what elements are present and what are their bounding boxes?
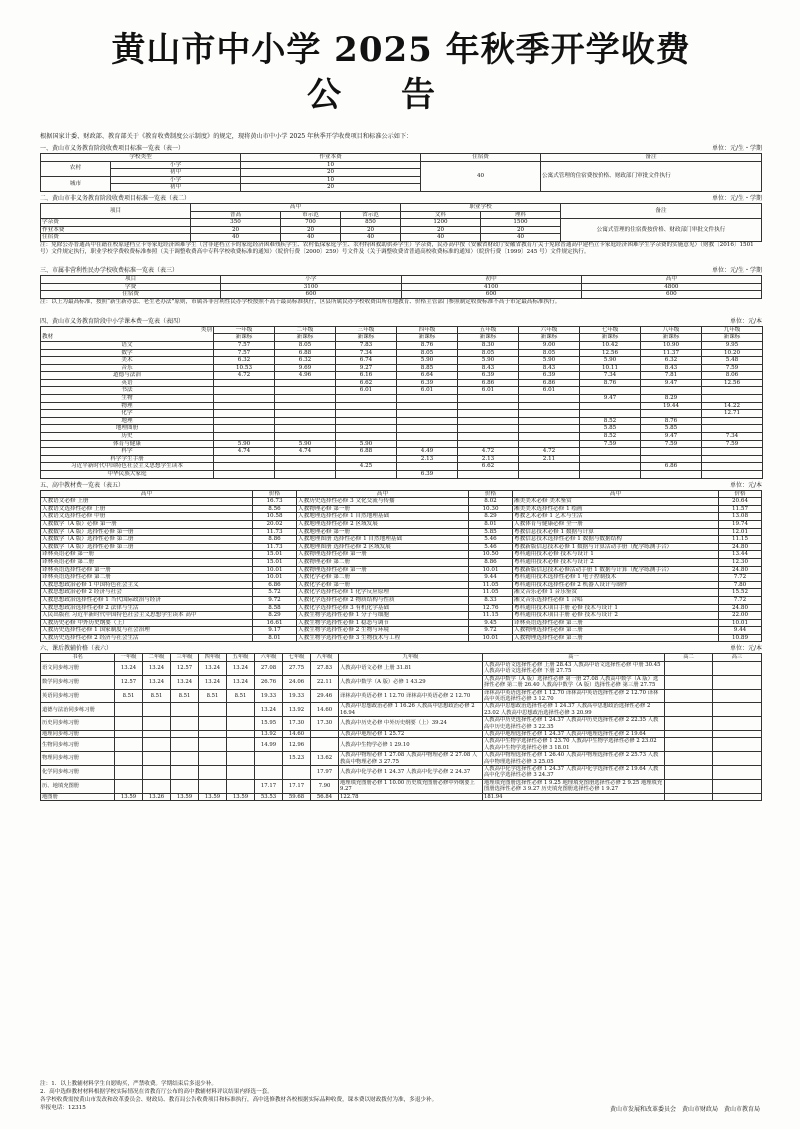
table-header-row: 书名 一年级 二年级 三年级 四年级 五年级 六年级 七年级 八年级 九年级 高一 高二 高三 bbox=[41, 654, 762, 661]
table-row: 历、地填充图册 17.17 17.17 7.90 地理填充图册必修 1 10.00 历史填充图册必修中外纲要上 9.27 地理填充图册选择性必修 1 9.25 地理填充图册选择性必修 2 9.25 地理填充图册选择性必修 3 9.27 历史填充图册选择性必修 1 9.27 bbox=[41, 779, 762, 793]
table-row: 农村 小学 10 40 公寓式管理的住宿费按价格、财政部门审批文件执行 bbox=[41, 161, 762, 169]
table-row: 数学 7.57 6.88 7.34 8.05 8.05 8.05 12.56 11.37 10.20 bbox=[41, 349, 763, 357]
table-row: 语文 7.57 8.05 7.83 8.76 8.30 9.00 10.42 10.90 9.95 bbox=[41, 341, 763, 349]
table-2 bbox=[40, 203, 762, 242]
subject-cell: 历史 bbox=[41, 433, 214, 441]
table-header-row: 项目 小学 初中 高中 bbox=[41, 275, 762, 283]
subject-cell: 科学学生手册 bbox=[41, 455, 214, 463]
table-row: 住宿费 40 40 40 40 40 bbox=[41, 234, 762, 242]
table-row: 美术 6.32 6.32 6.74 5.90 5.90 5.90 5.90 6.32 5.48 bbox=[41, 357, 763, 365]
table-row: 道德与法治 4.72 4.96 6.16 6.64 6.39 6.39 7.34 7.81 8.06 bbox=[41, 372, 763, 380]
table-row: 人教语文选择性必修 中册 10.58 人教地理选择性必修 1 自然地理基础 8.29 粤教艺术必修 1 艺术与生活 13.08 bbox=[41, 513, 762, 521]
table-row: 人教历史选择性必修 2 经济与社会生活 8.01 人教生物学选择性必修 3 生物技术与工程 10.01 人教物理选择性必修 第三册 10.89 bbox=[41, 634, 762, 642]
section-4-heading: 四、黄山市义务教育阶段中小学课本费一览表（表四） 单位：元/本 bbox=[40, 317, 762, 325]
subject-cell: 数学 bbox=[41, 349, 214, 357]
page-subtitle: 公告 bbox=[307, 75, 495, 115]
table-row: 生物 9.47 8.29 bbox=[41, 395, 763, 403]
subject-cell: 音乐 bbox=[41, 364, 214, 372]
table-row: 译林英语必修 第一册 15.01 人教物理选择性必修 第一册 10.50 粤科通用技术必修 技术与设计 1 13.44 bbox=[41, 551, 762, 559]
table-row: 人教数学（A 版）选择性必修 第二册 8.86 人教地理图册 选择性必修 1 自然地理基础 5.46 粤教信息技术选择性必修 1 数据与数据结构 11.15 bbox=[41, 536, 762, 544]
table-row: 数学同步练习册 12.57 13.24 13.24 13.24 13.24 26.76 24.06 22.11 人教高中数学（A 版）必修 1 43.29 人教高中数学（A 版）选择性必修 第一册 27.08 人教高中数学（A 版）选择性必修 第二册 26.40 人教高中数学（A 版）选择性必修 第三册 27.75 bbox=[41, 675, 762, 689]
table-row: 人教历史必修 中外历史纲要（上） 16.61 人教生物学选择性必修 1 稳态与调节 9.45 译林英语选择性必修 第三册 10.01 bbox=[41, 619, 762, 627]
table-row: 科学学生手册 2.13 2.13 2.11 bbox=[41, 455, 763, 463]
subject-cell: 语文 bbox=[41, 341, 214, 349]
table-row: 译林英语选择性必修 第二册 10.01 人教化学必修 第二册 9.44 粤科通用技术选择性必修 1 电子控制技术 7.72 bbox=[41, 574, 762, 582]
section-3-heading: 三、市属非营利性民办学校收费标准一览表（表三） 单位：元/生・学期 bbox=[40, 266, 762, 274]
table-header-row: 新课标 新课标 新课标 新课标 新课标 新课标 新课标 新课标 新课标 bbox=[41, 334, 763, 342]
table-row: 地理同步练习册 13.92 14.60 人教高中地理必修 1 25.72 人教高中地理选择性必修 1 24.37 人教高中地理选择性必修 2 19.64 bbox=[41, 730, 762, 737]
table-row: 历史 8.52 9.47 7.34 bbox=[41, 433, 763, 441]
table-row: 体育与健康 5.90 5.90 5.90 7.59 7.59 7.59 bbox=[41, 440, 763, 448]
page-title: 黄山市中小学 2025 年秋季开学收费 bbox=[111, 30, 691, 70]
table-row: 道德与法治同步练习册 13.24 13.92 14.60 人教高中思想政治必修 1 16.26 人教高中思想政治必修 2 16.94 人教高中思想政治选择性必修 1 24.37 人教高中思想政治选择性必修 2 23.02 人教高中思想政治选择性必修 3 20.99 bbox=[41, 703, 762, 717]
subject-cell: 中华民族大家庭 bbox=[41, 471, 214, 479]
subject-cell: 书法 bbox=[41, 387, 214, 395]
table-header-row: 类别 教材 一年级 二年级 三年级 四年级 五年级 六年级 七年级 八年级 九年级 bbox=[41, 326, 763, 334]
table-row: 住宿费 600 600 600 bbox=[41, 291, 762, 299]
table-row: 人教思想政治必修 2 经济与社会 5.72 人教化学选择性必修 1 化学反应原理 11.05 湘文音乐必修 1 音乐鉴赏 15.52 bbox=[41, 589, 762, 597]
hotline: 举报电话：12315 bbox=[40, 1105, 86, 1111]
table-row: 物理同步练习册 15.23 13.62 人教高中物理必修 1 27.08 人教高中物理必修 2 27.08 人教高中物理必修 3 27.75 人教高中物理选择性必修 1 26.40 人教高中物理选择性必修 2 25.73 人教高中物理选择性必修 3 25.05 bbox=[41, 752, 762, 766]
table-row: 人教数学（A 版）选择性必修 第三册 11.73 人教地理图册 选择性必修 2 区域发展 5.46 粤教新版信息技术必修 1 数据与计算活动手册（配学练测手合） 24.80 bbox=[41, 543, 762, 551]
signature: 黄山市发展和改革委员会 黄山市财政局 黄山市教育局 bbox=[609, 1106, 760, 1113]
table-row: 学费 3100 4100 4800 bbox=[41, 283, 762, 291]
table-row: 城市 小学 10 bbox=[41, 176, 762, 184]
subject-cell: 体育与健康 bbox=[41, 440, 214, 448]
table-row: 语文同步练习册 13.24 13.24 12.57 13.24 13.24 27.08 27.75 27.83 人教高中语文必修 上册 31.81 人教高中语文选择性必修 上册 28.43 人教高中语文选择性必修 中册 30.45 人教高中语文选择性必修 下册 27.75 bbox=[41, 661, 762, 675]
subject-cell: 习近平新时代中国特色社会主义思想学生读本 bbox=[41, 463, 214, 471]
table-row: 初中 20 bbox=[41, 169, 762, 177]
table-row: 科学 4.74 4.74 6.88 4.49 4.72 4.72 bbox=[41, 448, 763, 456]
intro-text: 根据国家计委、财政部、教育部关于《教育收费制度公示制度》的规定，现将黄山市中小学 2025 年秋季开学收费项目和标准公示如下： bbox=[40, 133, 413, 140]
subject-cell: 生物 bbox=[41, 395, 214, 403]
table-row: 音乐 10.53 9.69 9.27 8.85 8.43 8.43 10.11 8.43 7.59 bbox=[41, 364, 763, 372]
table-row: 地图册 13.59 13.26 13.59 13.59 13.59 53.53 59.68 56.84 122.78 181.94 bbox=[41, 793, 762, 800]
table-row: 人教历史选择性必修 1 国家制度与社会治理 9.17 人教生物学选择性必修 2 生物与环境 9.72 人教物理选择性必修 第三册 9.44 bbox=[41, 627, 762, 635]
subject-cell: 地理 bbox=[41, 417, 214, 425]
section-6-heading: 六、课后教辅价格（表六） 单位：元/本 bbox=[40, 645, 762, 653]
subject-cell: 化学 bbox=[41, 410, 214, 418]
table-3-note: 注：以上为最高标准，按照“新生新办法、老生老办法”原则，市属各非营利性民办学校按照不高于最高标准执行，区县所属民办学校收费由所在地教育、价格主管部门参照制定收费标准不高于市定最高标准执行。 bbox=[40, 298, 561, 305]
table-row: 英语 6.62 6.39 6.86 6.86 8.76 9.47 12.56 bbox=[41, 379, 763, 387]
table-row: 作业本费 20 20 20 20 20 bbox=[41, 226, 762, 234]
table-row: 学杂费 350 700 850 1200 1500 公寓式管理的住宿费按价格、财政部门审批文件执行 bbox=[41, 219, 762, 227]
table-row: 人教语文选择性必修 上册 8.56 人教物理必修 第一册 10.30 湘美美术选择性必修 1 绘画 11.57 bbox=[41, 505, 762, 513]
table-row: 英语同步练习册 8.51 8.51 8.51 8.51 8.51 19.33 19.33 29.46 译林高中英语必修 1 12.70 译林高中英语必修 2 12.70 译林高中英语选择性必修 1 12.70 译林高中英语选择性必修 2 12.70 译林高中英语选择性必修 3 12.70 bbox=[41, 689, 762, 703]
table-row: 人教语文必修 上册 16.73 人教历史选择性必修 3 文化交流与传播 8.02 湘美美术必修 美术鉴赏 20.64 bbox=[41, 498, 762, 506]
subject-cell: 物理 bbox=[41, 402, 214, 410]
table-6 bbox=[40, 653, 762, 801]
table-row: 化学同步练习册 17.97 人教高中化学必修 1 24.37 人教高中化学必修 2 24.37 人教高中化学选择性必修 1 24.37 人教高中化学选择性必修 2 19.64 人教高中化学选择性必修 3 24.37 bbox=[41, 765, 762, 779]
table-row: 人教思想政治必修 1 中国特色社会主义 6.86 人教化学必修 第一册 11.05 粤科通用技术选择性必修 2 机器人设计与制作 7.80 bbox=[41, 581, 762, 589]
table-3 bbox=[40, 275, 762, 299]
table-row: 习近平新时代中国特色社会主义思想学生读本 4.25 6.62 6.86 bbox=[41, 463, 763, 471]
corner-cell: 类别 教材 bbox=[42, 327, 212, 340]
table-row: 初中 20 bbox=[41, 184, 762, 192]
table-5 bbox=[40, 490, 762, 643]
subject-cell: 英语 bbox=[41, 379, 214, 387]
table-row: 人教数学（A 版）选择性必修 第一册 11.73 人教地理必修 第一册 5.85 粤教信息技术必修 1 数据与计算 12.01 bbox=[41, 528, 762, 536]
table-row: 化学 12.71 bbox=[41, 410, 763, 418]
table-4 bbox=[40, 326, 763, 479]
table-row: 人教数学（A 版）必修 第一册 20.02 人教地理选择性必修 2 区域发展 8.01 人教体育与健康必修 全一册 19.74 bbox=[41, 520, 762, 528]
table-header-row: 学校类型 作业本费 住宿费 备注 bbox=[41, 154, 762, 162]
footer-notes: 注：1．以上教辅材料学生自愿购买，严禁收费。学期结束后多退少补。 2．高中选修教材材料根据学校实际情况在省教育厅公布的高中教辅材料评议结果内择选一套。 各学校收费需按黄山市发改和改革委员会、财政局、教育局公告收费项目和标准执行，高中选修教材各校根据实际品种收费，课本费以财政拨付为准，多退少补。 举报电话：12315 bbox=[40, 1080, 762, 1112]
table-row: 地理图册 5.85 5.85 bbox=[41, 425, 763, 433]
subject-cell: 科学 bbox=[41, 448, 214, 456]
table-1 bbox=[40, 153, 762, 192]
section-5-heading: 五、高中教材费一览表（表五） 单位：元/本 bbox=[40, 481, 762, 489]
table-row: 生物同步练习册 14.99 12.96 人教高中生物学必修 1 29.10 人教高中生物学选择性必修 1 23.70 人教高中生物学选择性必修 2 23.02 人教高中生物学选择性必修 3 18.01 bbox=[41, 738, 762, 752]
table-header-row: 项目 高中 职业学校 备注 bbox=[41, 203, 762, 211]
table-row: 地理 8.52 8.76 bbox=[41, 417, 763, 425]
section-1-heading: 一、黄山市义务教育阶段收费项目标准一览表（表一） 单位：元/生・学期 bbox=[40, 145, 762, 152]
subject-cell: 美术 bbox=[41, 357, 214, 365]
table-row: 译林英语选择性必修 第一册 10.01 人教物理选择性必修 第一册 10.01 粤教新版信息技术必修活动手册 1 数据与计算（配学练测手合） 24.80 bbox=[41, 566, 762, 574]
table-row: 物理 19.44 14.22 bbox=[41, 402, 763, 410]
table-row: 书法 6.01 6.01 6.01 6.01 bbox=[41, 387, 763, 395]
table-row: 历史同步练习册 15.95 17.30 17.30 人教高中历史必修 中外历史纲要（上）39.24 人教高中历史选择性必修 1 24.37 人教高中历史选择性必修 2 22.35 人教高中历史选择性必修 3 22.35 bbox=[41, 717, 762, 731]
subject-cell: 道德与法治 bbox=[41, 372, 214, 380]
subject-cell: 地理图册 bbox=[41, 425, 214, 433]
unit-label: 单位：元/生・学期 bbox=[711, 145, 762, 152]
section-2-heading: 二、黄山市非义务教育阶段收费项目标准一览表（表二） 单位：元/生・学期 bbox=[40, 194, 762, 202]
table-row: 人教思想政治选择性必修 1 当代国际政治与经济 9.72 人教化学选择性必修 2 物质结构与性质 8.33 湘文音乐选择性必修 1 合唱 7.72 bbox=[41, 596, 762, 604]
table-row: 人民出版社 习近平新时代中国特色社会主义思想学生读本 高中 8.29 人教生物学选择性必修 1 分子与细胞 11.15 粤科通用技术项目手册 必修 技术与设计 2 22.00 bbox=[41, 612, 762, 620]
table-row: 人教思想政治选择性必修 2 法律与生活 8.58 人教化学选择性必修 3 有机化学基础 12.76 粤科通用技术项目手册 必修 技术与设计 1 24.80 bbox=[41, 604, 762, 612]
table-header-row: 高中 价格 高中 价格 高中 价格 bbox=[41, 490, 762, 498]
table-row: 译林英语必修 第二册 15.01 人教物理必修 第二册 8.86 粤科通用技术必修 技术与设计 2 12.30 bbox=[41, 558, 762, 566]
table-header-row: 普高 市示范 省示范 文科 理科 bbox=[41, 211, 762, 219]
table-row: 中华民族大家庭 6.39 bbox=[41, 471, 763, 479]
dorm-fee: 40 bbox=[421, 161, 541, 191]
table-2-note: 注：免除公办普通高中在籍在校原建档立卡等家庭经济困难学生（含非建档立卡的家庭经济困难残疾学生、农村低保家庭学生、农村特困救助供养学生）学杂费，民办高中按（安徽省财政厅安徽省教育厅关于免除普通高中建档立卡家庭经济困难学生学杂费的实施意见）（财教〔2016〕1501 号）文件规定执行，职业学校学费收费标准参照（关于调整收费高中专科学校收费标准的通知）（皖价行费〔2000〕259）号文件及（关于调整收费省普通高校收费标准的通知）（皖价行费〔1999〕245 号）文件规定执行。 bbox=[40, 241, 754, 256]
